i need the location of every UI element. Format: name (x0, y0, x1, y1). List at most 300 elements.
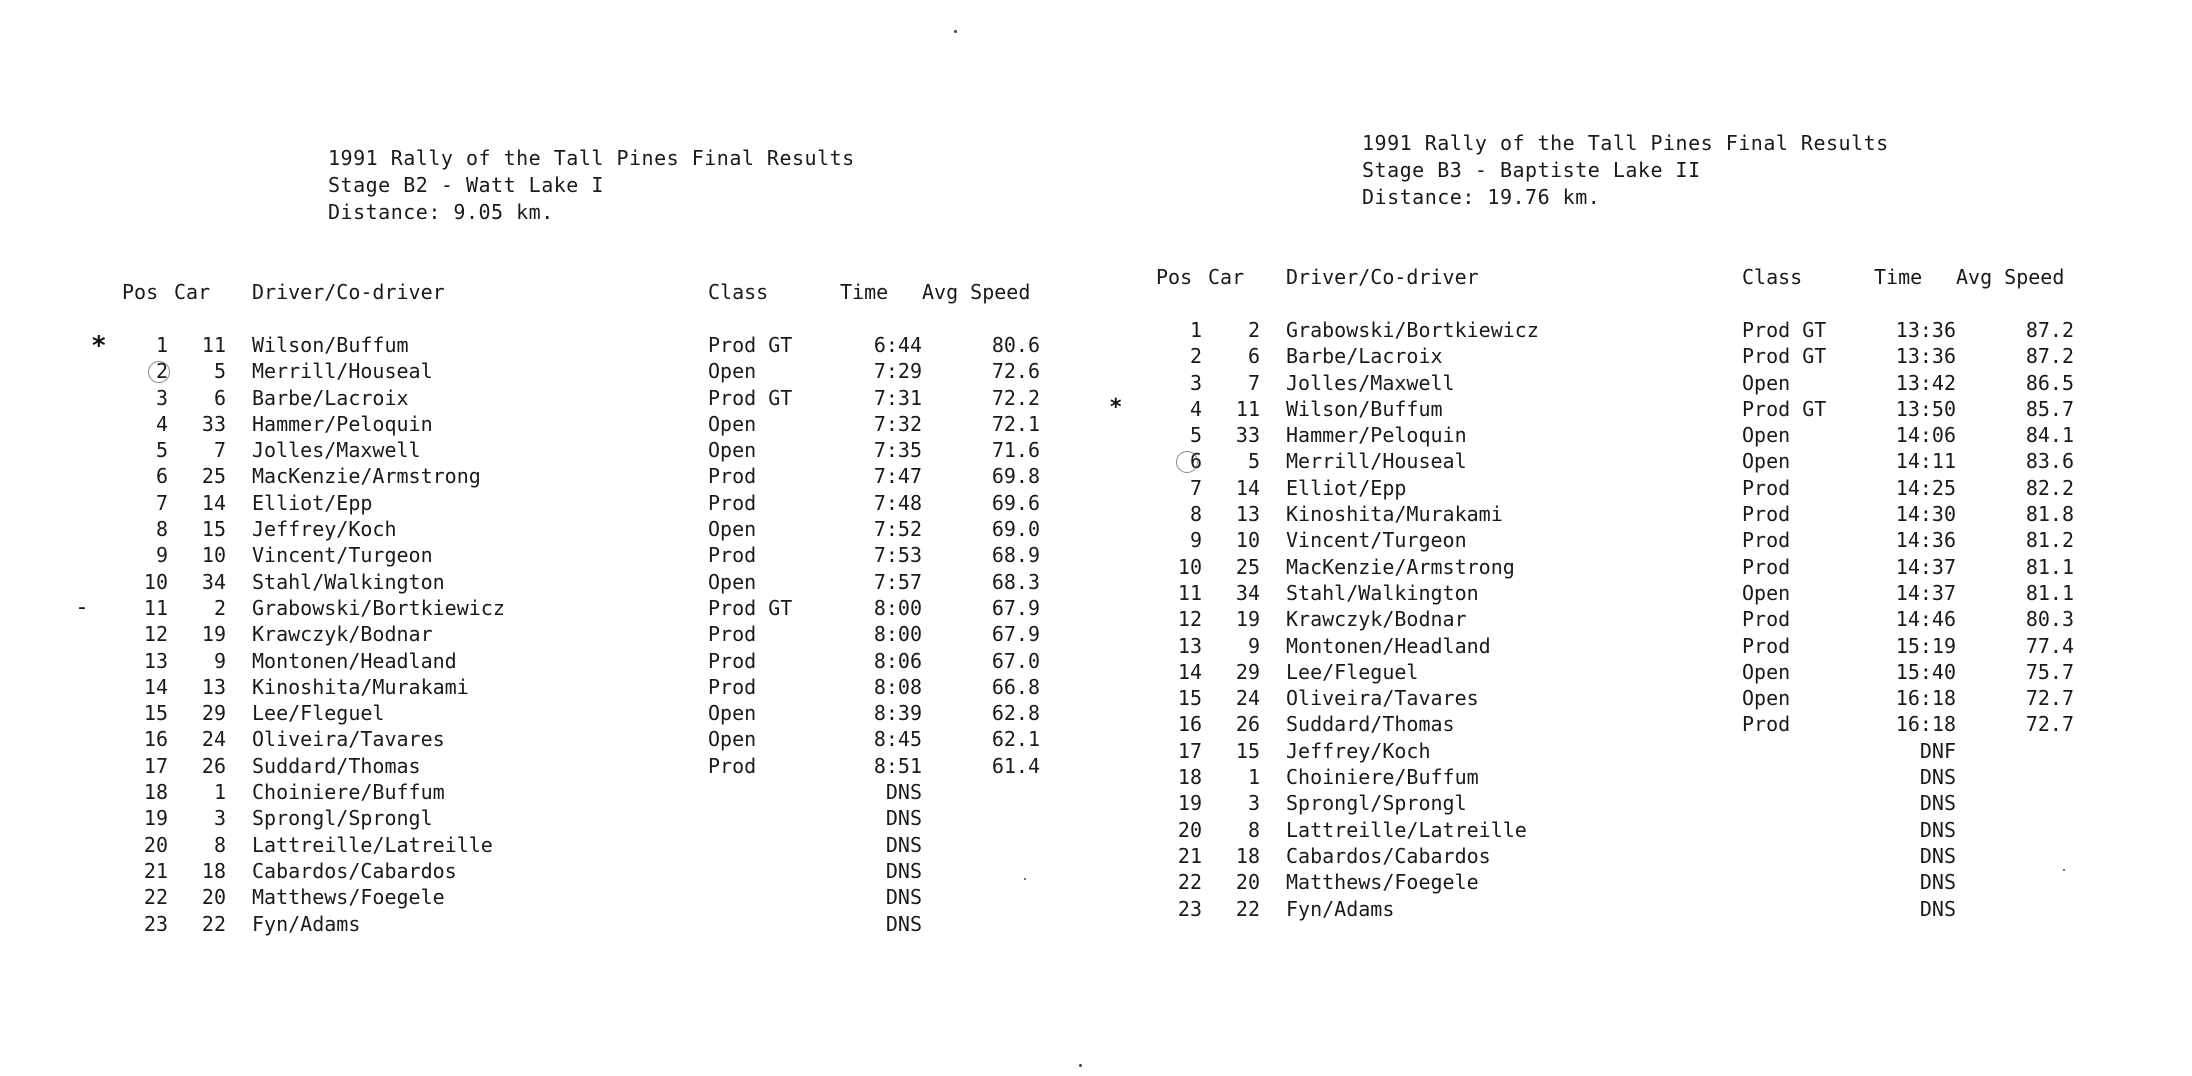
car-number-cell: 13 (1235, 502, 1260, 527)
time-cell: 7:48 (873, 490, 922, 515)
driver-cell: Vincent/Turgeon (252, 543, 433, 568)
avg-speed-cell: 87.2 (2025, 318, 2074, 342)
time-cell: 7:29 (873, 359, 922, 384)
time-cell: 14:36 (1895, 528, 1956, 553)
result-row (96, 570, 1096, 596)
class-cell: Prod (708, 648, 757, 673)
result-row (1130, 555, 2130, 581)
driver-cell: Elliot/Epp (1286, 475, 1407, 500)
class-cell: Prod GT (1742, 344, 1827, 369)
result-row (96, 543, 1096, 569)
driver-cell: Wilson/Buffum (1286, 396, 1443, 421)
position-cell: 20 (1177, 817, 1202, 842)
car-number-cell: 6 (213, 385, 226, 410)
result-row (1130, 476, 2130, 502)
car-number-cell: 8 (213, 832, 226, 857)
driver-cell: Lattreille/Latreille (1286, 817, 1527, 842)
car-number-cell: 13 (201, 674, 226, 699)
position-cell: 4 (155, 411, 168, 436)
result-row (96, 859, 1096, 885)
class-cell: Open (1742, 449, 1791, 474)
car-number-cell: 29 (1235, 659, 1260, 684)
avg-speed-cell: 66.8 (991, 674, 1040, 699)
class-cell: Prod (1742, 554, 1791, 579)
position-cell: 19 (1177, 791, 1202, 816)
car-number-cell: 5 (213, 359, 226, 384)
driver-cell: Hammer/Peloquin (252, 411, 433, 436)
time-cell: 7:53 (873, 543, 922, 568)
car-number-cell: 3 (213, 806, 226, 831)
car-number-cell: 9 (213, 648, 226, 673)
col-speed: Avg Speed (922, 280, 1031, 304)
scan-speck (1024, 878, 1026, 880)
driver-cell: Choiniere/Buffum (252, 780, 445, 805)
position-cell: 8 (1189, 502, 1202, 527)
position-cell: 15 (1177, 686, 1202, 711)
avg-speed-cell: 82.2 (2025, 475, 2074, 500)
time-cell: 14:06 (1895, 423, 1956, 448)
time-cell: DNS (885, 858, 922, 883)
result-row (96, 780, 1096, 806)
class-cell: Prod (708, 464, 757, 489)
result-row (1130, 581, 2130, 607)
car-number-cell: 25 (1235, 554, 1260, 579)
car-number-cell: 14 (201, 490, 226, 515)
time-cell: 14:37 (1895, 580, 1956, 605)
result-row (96, 727, 1096, 753)
class-cell: Prod (1742, 475, 1791, 500)
class-cell: Prod (1742, 502, 1791, 527)
result-row (96, 675, 1096, 701)
time-cell: 13:50 (1895, 396, 1956, 421)
time-cell: 7:32 (873, 411, 922, 436)
position-cell: 23 (1177, 896, 1202, 921)
time-cell: 7:35 (873, 438, 922, 463)
car-number-cell: 15 (1235, 738, 1260, 763)
class-cell: Open (708, 411, 757, 436)
class-cell: Prod (1742, 633, 1791, 658)
class-cell: Prod (1742, 528, 1791, 553)
class-cell: Prod (708, 490, 757, 515)
driver-cell: Grabowski/Bortkiewicz (1286, 318, 1539, 342)
position-cell: 22 (1177, 870, 1202, 895)
position-cell: 16 (1177, 712, 1202, 737)
driver-cell: Elliot/Epp (252, 490, 373, 515)
car-number-cell: 24 (201, 727, 226, 752)
position-cell: 18 (1177, 765, 1202, 790)
position-cell: 6 (155, 464, 168, 489)
car-number-cell: 19 (201, 622, 226, 647)
stage-distance: Distance: 9.05 km. (328, 200, 554, 224)
avg-speed-cell: 81.2 (2025, 528, 2074, 553)
time-cell: DNS (1919, 896, 1956, 921)
results-rows (78, 331, 1096, 938)
time-cell: 8:06 (873, 648, 922, 673)
driver-cell: Lee/Fleguel (252, 701, 385, 726)
position-cell: 3 (1189, 370, 1202, 395)
class-cell: Open (1742, 686, 1791, 711)
position-cell: 7 (1189, 475, 1202, 500)
position-cell: 5 (155, 438, 168, 463)
class-cell: Open (1742, 370, 1791, 395)
time-cell: DNS (1919, 870, 1956, 895)
driver-cell: Stahl/Walkington (1286, 580, 1479, 605)
result-row (96, 412, 1096, 438)
avg-speed-cell: 69.8 (991, 464, 1040, 489)
position-cell: 19 (143, 806, 168, 831)
driver-cell: Cabardos/Cabardos (1286, 843, 1491, 868)
class-cell: Open (1742, 580, 1791, 605)
driver-cell: Sprongl/Sprongl (252, 806, 433, 831)
position-cell: 9 (1189, 528, 1202, 553)
driver-cell: Merrill/Houseal (252, 359, 433, 384)
driver-cell: Suddard/Thomas (252, 753, 421, 778)
time-cell: DNS (885, 911, 922, 936)
class-cell: Prod (1742, 607, 1791, 632)
class-cell: Open (708, 701, 757, 726)
position-cell: 10 (143, 569, 168, 594)
class-cell: Open (708, 438, 757, 463)
class-cell: Prod GT (1742, 318, 1827, 342)
result-row (1130, 607, 2130, 633)
driver-cell: Oliveira/Tavares (252, 727, 445, 752)
class-cell: Prod GT (708, 595, 793, 620)
result-row (96, 517, 1096, 543)
car-number-cell: 15 (201, 517, 226, 542)
time-cell: DNS (1919, 765, 1956, 790)
driver-cell: Jolles/Maxwell (252, 438, 421, 463)
avg-speed-cell: 69.0 (991, 517, 1040, 542)
result-row (1130, 791, 2130, 817)
scan-speck (954, 30, 957, 33)
position-cell: 7 (155, 490, 168, 515)
avg-speed-cell: 77.4 (2025, 633, 2074, 658)
car-number-cell: 18 (201, 858, 226, 883)
col-class: Class (1742, 265, 1803, 289)
time-cell: 16:18 (1895, 712, 1956, 737)
result-row (1130, 449, 2130, 475)
driver-cell: Jeffrey/Koch (252, 517, 397, 542)
position-cell: 1 (155, 333, 168, 357)
result-row (1130, 870, 2130, 896)
result-row (1130, 660, 2130, 686)
result-row (96, 359, 1096, 385)
avg-speed-cell: 81.1 (2025, 554, 2074, 579)
driver-cell: Kinoshita/Murakami (252, 674, 469, 699)
car-number-cell: 2 (213, 595, 226, 620)
driver-cell: MacKenzie/Armstrong (1286, 554, 1515, 579)
col-speed: Avg Speed (1956, 265, 2065, 289)
position-cell: 8 (155, 517, 168, 542)
car-number-cell: 1 (1247, 765, 1260, 790)
stage-distance: Distance: 19.76 km. (1362, 185, 1601, 209)
col-class: Class (708, 280, 769, 304)
car-number-cell: 8 (1247, 817, 1260, 842)
result-row (1130, 371, 2130, 397)
class-cell: Prod (708, 674, 757, 699)
driver-cell: Hammer/Peloquin (1286, 423, 1467, 448)
result-row (96, 754, 1096, 780)
position-cell: 21 (143, 858, 168, 883)
position-cell: 1 (1189, 318, 1202, 342)
class-cell: Open (1742, 423, 1791, 448)
result-row (96, 885, 1096, 911)
column-headers (1130, 265, 2130, 291)
result-row (1130, 344, 2130, 370)
time-cell: DNS (885, 832, 922, 857)
result-row (96, 438, 1096, 464)
position-cell: 20 (143, 832, 168, 857)
time-cell: 16:18 (1895, 686, 1956, 711)
time-cell: 7:47 (873, 464, 922, 489)
position-cell: 18 (143, 780, 168, 805)
time-cell: DNS (1919, 817, 1956, 842)
result-row (1130, 686, 2130, 712)
class-cell: Open (708, 727, 757, 752)
position-cell: 17 (143, 753, 168, 778)
avg-speed-cell: 71.6 (991, 438, 1040, 463)
avg-speed-cell: 68.3 (991, 569, 1040, 594)
car-number-cell: 6 (1247, 344, 1260, 369)
car-number-cell: 7 (213, 438, 226, 463)
avg-speed-cell: 61.4 (991, 753, 1040, 778)
stage-header (328, 145, 855, 226)
position-cell: 16 (143, 727, 168, 752)
position-cell: 5 (1189, 423, 1202, 448)
driver-cell: Jeffrey/Koch (1286, 738, 1431, 763)
stage-header (1362, 130, 1889, 211)
position-cell: 15 (143, 701, 168, 726)
car-number-cell: 11 (1235, 396, 1260, 421)
car-number-cell: 1 (213, 780, 226, 805)
driver-cell: Suddard/Thomas (1286, 712, 1455, 737)
driver-cell: Barbe/Lacroix (252, 385, 409, 410)
time-cell: 8:00 (873, 622, 922, 647)
driver-cell: Jolles/Maxwell (1286, 370, 1455, 395)
result-row (96, 806, 1096, 832)
time-cell: 7:31 (873, 385, 922, 410)
col-driver: Driver/Co-driver (252, 280, 445, 304)
result-row (1130, 739, 2130, 765)
car-number-cell: 5 (1247, 449, 1260, 474)
driver-cell: Krawczyk/Bodnar (1286, 607, 1467, 632)
driver-cell: Krawczyk/Bodnar (252, 622, 433, 647)
avg-speed-cell: 72.7 (2025, 686, 2074, 711)
time-cell: 14:11 (1895, 449, 1956, 474)
result-row (1130, 844, 2130, 870)
time-cell: 8:39 (873, 701, 922, 726)
position-cell: 13 (1177, 633, 1202, 658)
column-headers (96, 280, 1096, 306)
result-row (96, 386, 1096, 412)
result-row (1130, 818, 2130, 844)
avg-speed-cell: 87.2 (2025, 344, 2074, 369)
driver-cell: Lattreille/Latreille (252, 832, 493, 857)
avg-speed-cell: 80.3 (2025, 607, 2074, 632)
car-number-cell: 25 (201, 464, 226, 489)
driver-cell: Grabowski/Bortkiewicz (252, 595, 505, 620)
result-row (1130, 712, 2130, 738)
result-row (96, 491, 1096, 517)
class-cell: Prod GT (708, 333, 793, 357)
class-cell: Open (708, 569, 757, 594)
result-row (96, 622, 1096, 648)
driver-cell: Kinoshita/Murakami (1286, 502, 1503, 527)
class-cell: Prod (708, 543, 757, 568)
driver-cell: Sprongl/Sprongl (1286, 791, 1467, 816)
position-cell: 2 (155, 359, 168, 384)
avg-speed-cell: 67.9 (991, 622, 1040, 647)
time-cell: 14:46 (1895, 607, 1956, 632)
car-number-cell: 7 (1247, 370, 1260, 395)
car-number-cell: 22 (201, 911, 226, 936)
result-row (1130, 423, 2130, 449)
stage-name: Stage B3 - Baptiste Lake II (1362, 158, 1701, 182)
results-rows (1110, 318, 2130, 923)
car-number-cell: 26 (1235, 712, 1260, 737)
position-cell: 6 (1189, 449, 1202, 474)
result-row (96, 649, 1096, 675)
results-title: 1991 Rally of the Tall Pines Final Results (1362, 131, 1889, 155)
result-row (96, 701, 1096, 727)
class-cell: Prod (1742, 712, 1791, 737)
driver-cell: Stahl/Walkington (252, 569, 445, 594)
result-row (1130, 765, 2130, 791)
position-cell: 11 (143, 595, 168, 620)
scan-speck (2063, 869, 2065, 871)
position-cell: 17 (1177, 738, 1202, 763)
car-number-cell: 24 (1235, 686, 1260, 711)
car-number-cell: 29 (201, 701, 226, 726)
class-cell: Prod GT (1742, 396, 1827, 421)
car-number-cell: 20 (1235, 870, 1260, 895)
result-row (1130, 528, 2130, 554)
class-cell: Open (708, 359, 757, 384)
car-number-cell: 19 (1235, 607, 1260, 632)
col-pos: Pos (122, 280, 159, 304)
avg-speed-cell: 81.1 (2025, 580, 2074, 605)
avg-speed-cell: 72.2 (991, 385, 1040, 410)
time-cell: 8:00 (873, 595, 922, 620)
time-cell: DNF (1919, 738, 1956, 763)
class-cell: Open (1742, 659, 1791, 684)
driver-cell: Vincent/Turgeon (1286, 528, 1467, 553)
result-row (1130, 897, 2130, 923)
time-cell: 7:52 (873, 517, 922, 542)
driver-cell: Lee/Fleguel (1286, 659, 1419, 684)
driver-cell: Matthews/Foegele (1286, 870, 1479, 895)
avg-speed-cell: 80.6 (991, 333, 1040, 357)
avg-speed-cell: 75.7 (2025, 659, 2074, 684)
avg-speed-cell: 67.0 (991, 648, 1040, 673)
driver-cell: Merrill/Houseal (1286, 449, 1467, 474)
time-cell: 14:25 (1895, 475, 1956, 500)
position-cell: 3 (155, 385, 168, 410)
car-number-cell: 33 (201, 411, 226, 436)
class-cell: Prod GT (708, 385, 793, 410)
position-cell: 2 (1189, 344, 1202, 369)
position-cell: 4 (1189, 396, 1202, 421)
driver-cell: Choiniere/Buffum (1286, 765, 1479, 790)
avg-speed-cell: 86.5 (2025, 370, 2074, 395)
class-cell: Open (708, 517, 757, 542)
driver-cell: Matthews/Foegele (252, 885, 445, 910)
time-cell: DNS (885, 806, 922, 831)
time-cell: 8:08 (873, 674, 922, 699)
position-cell: 13 (143, 648, 168, 673)
driver-cell: MacKenzie/Armstrong (252, 464, 481, 489)
time-cell: DNS (1919, 791, 1956, 816)
class-cell: Prod (708, 753, 757, 778)
driver-cell: Oliveira/Tavares (1286, 686, 1479, 711)
time-cell: 7:57 (873, 569, 922, 594)
avg-speed-cell: 72.1 (991, 411, 1040, 436)
avg-speed-cell: 62.8 (991, 701, 1040, 726)
driver-cell: Fyn/Adams (1286, 896, 1395, 921)
dash-mark: - (78, 594, 86, 620)
position-cell: 22 (143, 885, 168, 910)
avg-speed-cell: 85.7 (2025, 396, 2074, 421)
result-row (1130, 502, 2130, 528)
position-cell: 12 (143, 622, 168, 647)
result-row (96, 912, 1096, 938)
time-cell: 13:42 (1895, 370, 1956, 395)
col-time: Time (1874, 265, 1923, 289)
avg-speed-cell: 67.9 (991, 595, 1040, 620)
result-row (96, 464, 1096, 490)
col-car: Car (1208, 265, 1245, 289)
car-number-cell: 11 (201, 333, 226, 357)
car-number-cell: 10 (201, 543, 226, 568)
avg-speed-cell: 83.6 (2025, 449, 2074, 474)
car-number-cell: 18 (1235, 843, 1260, 868)
col-time: Time (840, 280, 889, 304)
result-row (1130, 634, 2130, 660)
avg-speed-cell: 69.6 (991, 490, 1040, 515)
car-number-cell: 20 (201, 885, 226, 910)
time-cell: 14:30 (1895, 502, 1956, 527)
avg-speed-cell: 72.6 (991, 359, 1040, 384)
position-cell: 23 (143, 911, 168, 936)
car-number-cell: 33 (1235, 423, 1260, 448)
car-number-cell: 10 (1235, 528, 1260, 553)
asterisk-mark: * (1110, 394, 1122, 420)
stage-name: Stage B2 - Watt Lake I (328, 173, 604, 197)
position-cell: 14 (1177, 659, 1202, 684)
time-cell: 13:36 (1895, 344, 1956, 369)
avg-speed-cell: 62.1 (991, 727, 1040, 752)
car-number-cell: 3 (1247, 791, 1260, 816)
result-row (78, 594, 1096, 622)
scan-speck (1079, 1064, 1082, 1067)
driver-cell: Montonen/Headland (252, 648, 457, 673)
result-row (92, 331, 1096, 361)
col-pos: Pos (1156, 265, 1193, 289)
position-cell: 21 (1177, 843, 1202, 868)
driver-cell: Barbe/Lacroix (1286, 344, 1443, 369)
driver-cell: Wilson/Buffum (252, 333, 409, 357)
col-car: Car (174, 280, 211, 304)
class-cell: Prod (708, 622, 757, 647)
results-title: 1991 Rally of the Tall Pines Final Results (328, 146, 855, 170)
col-driver: Driver/Co-driver (1286, 265, 1479, 289)
time-cell: 8:45 (873, 727, 922, 752)
position-cell: 12 (1177, 607, 1202, 632)
time-cell: 13:36 (1895, 318, 1956, 342)
car-number-cell: 34 (1235, 580, 1260, 605)
position-cell: 11 (1177, 580, 1202, 605)
time-cell: 15:19 (1895, 633, 1956, 658)
